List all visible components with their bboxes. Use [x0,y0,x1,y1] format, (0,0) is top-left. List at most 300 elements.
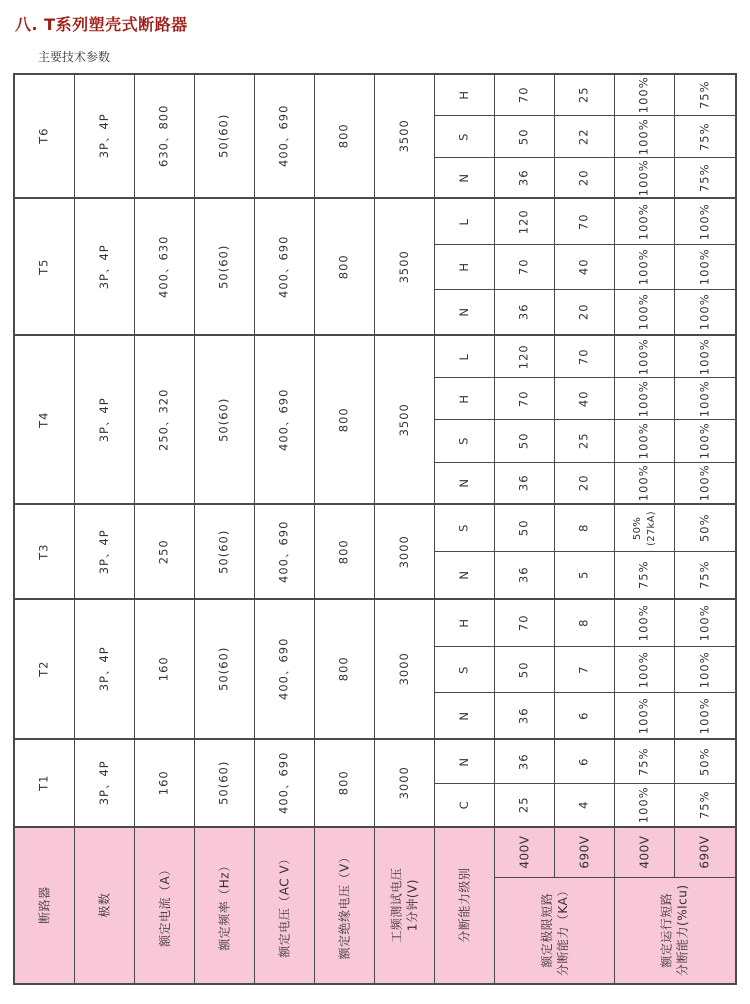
rotated-text [217,114,233,158]
cell-text: 100% [636,158,651,196]
t5-row1-ics690-cell [675,245,735,291]
rotated-text [37,411,53,427]
t6-row1-ics690-cell [675,116,735,157]
cell-text: 分断能力（KA） [555,884,570,977]
cell-text: 800 [336,406,351,432]
rotated-text [637,118,653,155]
cell-text: 100% [697,604,712,642]
rotated-text [156,864,172,948]
rotated-text [97,760,113,805]
rotated-text [457,478,473,488]
rotated-text [697,747,713,776]
t5-row2-icu690-cell [555,290,615,336]
rotated-text [517,169,533,186]
header-service-breaking-capacity-cell [615,878,735,983]
rotated-text [631,511,658,546]
header-ultimate-690v-cell [555,828,615,878]
t3-row0-icu400-cell [495,505,555,553]
rotated-text [697,464,713,501]
cell-text: N [456,570,471,580]
cell-text: 100% [636,786,651,824]
t5-frequency-cell [195,199,255,336]
t4-row2-class-cell [435,420,495,462]
cell-text: 100% [636,697,651,735]
t5-row1-class-cell [435,245,495,291]
cell-text: 5 [576,571,591,580]
rotated-text [697,81,713,110]
t5-current-cell [135,199,195,336]
t3-row1-icu690-cell [555,552,615,600]
rotated-text [397,250,413,283]
rotated-text [517,304,533,321]
cell-text: 75% [636,560,651,590]
t1-row1-ics400-cell [615,784,675,828]
cell-text: 50(60) [216,113,231,159]
rotated-text [277,520,293,582]
cell-text: 36 [516,707,531,724]
rotated-text [337,656,353,681]
rotated-text [517,433,533,450]
cell-text: 75% [697,790,712,820]
rotated-text [697,294,713,331]
rotated-text [216,860,232,951]
t2-row2-icu400-cell [495,693,555,740]
cell-text: 22 [576,128,591,145]
t1-row0-ics690-cell [675,740,735,784]
rotated-text [457,173,473,183]
cell-text: 36 [516,474,531,492]
rotated-text [336,851,352,960]
t3-poles-cell [75,505,135,600]
cell-text: T1 [36,774,51,792]
cell-text: 100% [697,293,712,331]
rotated-text [97,244,113,289]
t1-row1-class-cell [435,784,495,828]
t2-poles-cell [75,600,135,740]
t6-row1-icu400-cell [495,116,555,157]
rotated-text [697,561,713,590]
t4-row1-icu690-cell [555,378,615,420]
cell-text: 100% [697,338,712,376]
cell-text: 800 [336,770,351,796]
cell-text: 70 [516,258,531,276]
rotated-text [697,249,713,286]
rotated-text [517,87,533,104]
header-service-400v-cell [615,828,675,878]
t4-row1-ics400-cell [615,378,675,420]
t2-row1-icu400-cell [495,647,555,694]
cell-text: 70 [576,212,591,230]
cell-text: 100% [636,464,651,502]
rotated-text [577,87,593,104]
rotated-text [457,524,473,532]
rotated-text [697,514,713,543]
rotated-text [217,529,233,573]
rotated-text [577,571,593,579]
cell-text: 400V [517,835,532,869]
cell-text: 120 [516,344,531,370]
t1-row1-icu690-cell [555,784,615,828]
rotated-text [457,394,473,404]
cell-text: 40 [576,258,591,276]
cell-text: H [456,393,471,404]
rotated-text [697,380,713,417]
t4-frequency-cell [195,336,255,505]
rotated-text [637,464,653,501]
rotated-text [457,665,473,673]
cell-text: 400V [637,835,652,869]
t6-row2-icu400-cell [495,158,555,199]
cell-text: 1分钟(V) [405,879,420,932]
rotated-text [217,647,233,691]
cell-text: T5 [36,258,51,275]
rotated-text [457,570,473,580]
cell-text: H [456,617,471,628]
cell-text: 3P、4P [96,113,111,159]
rotated-text [157,235,173,297]
cell-text: 100% [636,118,651,155]
rotated-text [276,853,292,958]
rotated-text [456,868,472,943]
rotated-text [637,77,653,114]
cell-text: 100% [697,697,712,735]
rotated-text [697,791,713,820]
t4-row3-ics400-cell [615,463,675,505]
t2-row1-class-cell [435,647,495,694]
cell-text: 额定电压（AC V） [277,852,292,959]
cell-text: 70 [516,390,531,408]
cell-text: S [456,665,471,674]
rotated-text [457,618,473,628]
cell-text: 400、690 [276,388,291,451]
t2-row2-ics400-cell [615,693,675,740]
cell-text: 100% [697,202,712,240]
cell-text: C [456,800,471,810]
t4-poles-cell [75,336,135,505]
rotated-text [337,254,353,279]
cell-text: 70 [516,614,531,632]
rotated-text [97,646,113,691]
t6-insulation-cell [315,75,375,199]
rotated-text [637,203,653,240]
t6-poles-cell [75,75,135,199]
t1-voltage-cell [255,740,315,828]
cell-text: 100% [636,650,651,688]
rotated-text [637,786,653,823]
rotated-text [517,707,533,724]
cell-text: T6 [36,127,51,145]
header-breaking-class-cell [435,828,495,983]
t5-insulation-cell [315,199,375,336]
t2-current-cell [135,600,195,740]
rotated-text [157,539,173,564]
cell-text: 8 [576,524,591,533]
cell-text: N [456,756,471,767]
t3-name-cell [15,505,75,600]
t4-row0-icu690-cell [555,336,615,378]
t4-test-voltage-cell [375,336,435,505]
cell-text: 7 [576,665,591,674]
rotated-text [637,697,653,734]
cell-text: 250 [156,538,171,564]
rotated-text [397,119,413,152]
cell-text: 50% [632,516,643,540]
cell-text: T3 [36,543,51,560]
t5-name-cell [15,199,75,336]
cell-text: 40 [576,390,591,408]
rotated-text [457,800,473,809]
rotated-text [697,122,713,151]
t4-row3-icu400-cell [495,463,555,505]
cell-text: 100% [697,248,712,286]
rotated-text [577,259,593,276]
rotated-text [577,619,593,627]
cell-text: 400、690 [276,235,291,298]
cell-text: 36 [516,753,531,770]
cell-text: 50% [697,747,712,776]
cell-text: 50(60) [216,244,231,289]
rotated-text [388,868,420,943]
cell-text: 36 [516,303,531,321]
cell-text: 工频测试电压 [389,867,404,943]
rotated-text [457,132,473,140]
t1-poles-cell [75,740,135,828]
t6-row0-icu400-cell [495,75,555,116]
rotated-text [457,711,473,721]
cell-text: 50(60) [216,529,231,574]
rotated-text [277,752,293,814]
rotated-text [577,213,593,230]
cell-text: 100% [636,202,651,240]
t4-row2-icu400-cell [495,420,555,462]
rotated-text [337,539,353,564]
cell-text: 6 [576,711,591,720]
rotated-text [96,893,112,918]
cell-text: 额定频率（Hz） [217,859,232,952]
t2-row0-class-cell [435,600,495,647]
rotated-text [457,353,473,360]
cell-text: 36 [516,566,531,584]
rotated-text [97,397,113,442]
t6-row1-ics400-cell [615,116,675,157]
rotated-text [457,218,473,225]
t3-row1-class-cell [435,552,495,600]
rotated-text [577,433,593,450]
rotated-text [637,561,653,590]
cell-text: S [456,524,471,533]
t6-row1-class-cell [435,116,495,157]
t1-frequency-cell [195,740,255,828]
cell-text: 100% [636,422,651,460]
cell-text: 3500 [396,119,411,153]
t5-row1-icu400-cell [495,245,555,291]
rotated-text [397,652,413,685]
t2-test-voltage-cell [375,600,435,740]
rotated-text [538,884,570,976]
cell-text: H [456,90,471,100]
rotated-text [397,535,413,568]
rotated-text [157,105,173,167]
cell-text: S [456,436,471,446]
t3-row0-ics690-cell [675,505,735,553]
rotated-text [457,437,473,445]
cell-text: N [456,172,471,183]
cell-text: 250、320 [156,388,171,451]
rotated-text [577,391,593,408]
t1-current-cell [135,740,195,828]
rotated-text [337,407,353,432]
t4-row0-ics400-cell [615,336,675,378]
rotated-text [636,836,652,869]
header-breaker-cell [15,828,75,983]
page-subtitle: 主要技术参数 [38,50,111,64]
cell-text: 400、690 [276,520,291,583]
rotated-text [277,388,293,450]
cell-text: H [456,262,471,272]
cell-text: 50(60) [216,760,231,806]
t6-row1-icu690-cell [555,116,615,157]
rotated-text [637,423,653,460]
cell-text: 100% [636,338,651,376]
rotated-text [457,757,473,767]
cell-text: 分断能力(%Icu) [675,884,690,977]
cell-text: 20 [576,169,591,186]
rotated-text [217,761,233,805]
t4-current-cell [135,336,195,505]
rotated-text [37,543,53,559]
t2-frequency-cell [195,600,255,740]
rotated-text [277,638,293,700]
t2-name-cell [15,600,75,740]
rotated-text [37,661,53,677]
cell-text: 50 [516,128,531,145]
t4-row1-icu400-cell [495,378,555,420]
cell-text: 75% [697,560,712,590]
t5-row2-ics400-cell [615,290,675,336]
cell-text: 极数 [97,892,112,918]
rotated-text [37,128,53,144]
rotated-text [576,836,592,869]
cell-text: 160 [156,656,171,682]
cell-text: 690V [697,835,712,869]
cell-text: 400、690 [276,751,291,815]
t6-row2-class-cell [435,158,495,199]
cell-text: T4 [36,411,51,428]
t5-row0-icu690-cell [555,199,615,245]
cell-text: 160 [156,770,171,796]
cell-text: N [456,307,471,317]
rotated-text [697,697,713,734]
t2-row2-icu690-cell [555,693,615,740]
t2-row0-icu690-cell [555,600,615,647]
rotated-text [517,391,533,408]
rotated-text [637,249,653,286]
t5-voltage-cell [255,199,315,336]
t3-test-voltage-cell [375,505,435,600]
rotated-text [36,887,52,925]
t6-frequency-cell [195,75,255,199]
t1-row0-icu400-cell [495,740,555,784]
t6-test-voltage-cell [375,75,435,199]
rotated-text [577,475,593,492]
cell-text: 断路器 [37,886,52,925]
t1-row0-class-cell [435,740,495,784]
t4-row3-class-cell [435,463,495,505]
rotated-text [577,128,593,145]
rotated-text [37,258,53,274]
rotated-text [517,475,533,492]
t4-row1-ics690-cell [675,378,735,420]
cell-text: 50 [516,432,531,450]
t5-row1-ics400-cell [615,245,675,291]
rotated-text [637,159,653,196]
t4-voltage-cell [255,336,315,505]
header-rated-voltage-cell [255,828,315,983]
rotated-text [577,665,593,673]
rotated-text [637,747,653,776]
t3-current-cell [135,505,195,600]
rotated-text [157,770,173,795]
rotated-text [697,203,713,240]
t2-row1-ics690-cell [675,647,735,694]
rotated-text [659,885,691,977]
cell-text: 800 [336,253,351,279]
rotated-text [217,397,233,441]
cell-text: 额定绝缘电压（V） [337,851,352,960]
t6-row2-ics690-cell [675,158,735,199]
cell-text: 36 [516,169,531,186]
parameters-table [13,73,737,985]
t6-row0-ics690-cell [675,75,735,116]
t1-row0-icu690-cell [555,740,615,784]
header-rated-frequency-cell [195,828,255,983]
t3-row0-ics400-cell [615,505,675,553]
cell-text: 8 [576,618,591,627]
t3-frequency-cell [195,505,255,600]
rotated-text [517,209,533,234]
cell-text: 50(60) [216,646,231,692]
cell-text: 100% [636,604,651,642]
rotated-text [517,520,533,537]
t1-name-cell [15,740,75,828]
cell-text: 100% [636,380,651,418]
t5-test-voltage-cell [375,199,435,336]
t2-row2-ics690-cell [675,693,735,740]
t5-poles-cell [75,199,135,336]
cell-text: 20 [576,474,591,492]
t5-row0-ics400-cell [615,199,675,245]
rotated-text [517,259,533,276]
t6-name-cell [15,75,75,199]
rotated-text [637,604,653,641]
cell-text: 50 [516,519,531,537]
t2-row0-icu400-cell [495,600,555,647]
cell-text: 800 [336,656,351,682]
cell-text: 630、800 [156,104,171,168]
cell-text: 额定电流（A） [157,863,172,948]
t2-voltage-cell [255,600,315,740]
header-ultimate-breaking-capacity-cell [495,878,615,983]
t3-row1-icu400-cell [495,552,555,600]
t3-row1-ics690-cell [675,552,735,600]
cell-text: 75% [697,80,712,110]
rotated-text [577,524,593,532]
rotated-text [517,567,533,584]
rotated-text [516,836,532,869]
cell-text: 额定极限短路 [539,892,554,968]
cell-text: 100% [697,650,712,688]
cell-text: 3000 [396,766,411,800]
